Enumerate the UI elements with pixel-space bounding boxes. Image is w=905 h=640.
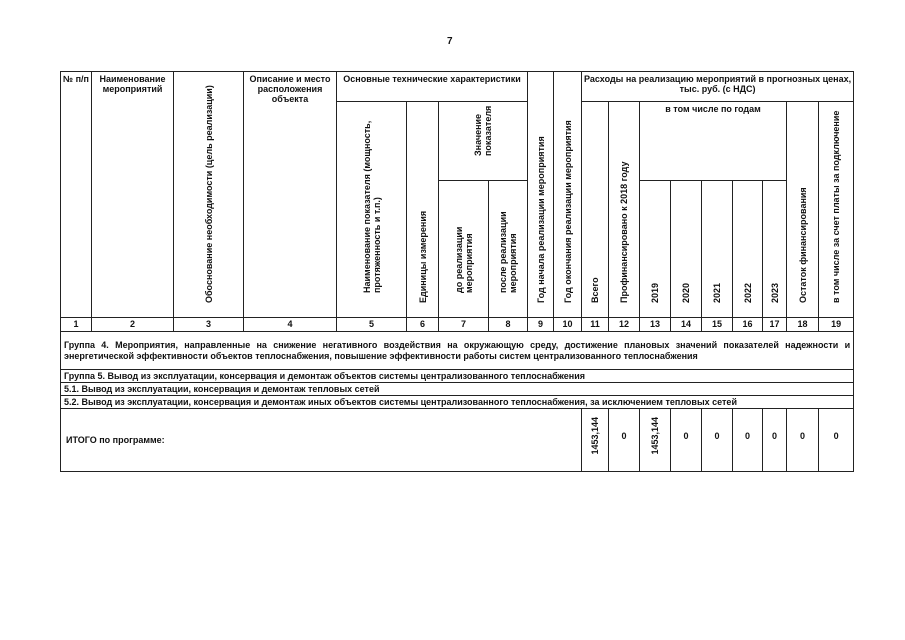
- header-justification-text: Обоснование необходимости (цель реализации): [203, 85, 214, 303]
- column-number: 5: [337, 318, 407, 332]
- group-4-row: [61, 332, 854, 370]
- subgroup-5-2-row: [61, 396, 854, 409]
- header-start-year: [528, 72, 554, 318]
- header-remaining-financing-text: Остаток финансирования: [797, 187, 808, 303]
- header-before-text: до реализации мероприятия: [453, 226, 474, 293]
- header-year-2021-text: 2021: [712, 282, 723, 303]
- header-indicator-value: [439, 102, 528, 181]
- total-all-value: 1453,144: [590, 417, 601, 455]
- column-number: 7: [439, 318, 489, 332]
- header-year-2023-text: 2023: [769, 282, 780, 303]
- column-number-row: [61, 318, 854, 332]
- total-row: [61, 409, 854, 472]
- total-label: ИТОГО по программе:: [61, 409, 582, 472]
- investment-program-table: [60, 71, 854, 472]
- page-number: 7: [447, 36, 453, 47]
- header-year-2022: [733, 181, 763, 318]
- header-year-2019: [640, 181, 671, 318]
- header-start-year-text: Год начала реализации мероприятия: [535, 136, 546, 303]
- group-5-row: [61, 370, 854, 383]
- column-number: 19: [819, 318, 854, 332]
- group-5-text: Группа 5. Вывод из эксплуатации, консервация и демонтаж объектов системы централизованного теплоснабжения: [61, 370, 854, 383]
- header-units-text: Единицы измерения: [417, 210, 428, 303]
- subgroup-5-1-text: 5.1. Вывод из эксплуатации, консервация и демонтаж тепловых сетей: [61, 383, 854, 396]
- header-number: № п/п: [61, 72, 92, 318]
- header-technical-characteristics: Основные технические характеристики: [337, 72, 528, 102]
- header-units: [407, 102, 439, 318]
- header-activity-name: Наименование мероприятий: [92, 72, 174, 318]
- header-year-2022-text: 2022: [742, 282, 753, 303]
- column-number: 17: [763, 318, 787, 332]
- header-end-year-text: Год окончания реализации мероприятия: [562, 120, 573, 303]
- column-number: 6: [407, 318, 439, 332]
- total-2022: 0: [733, 409, 763, 472]
- header-costs: Расходы на реализацию мероприятий в прогнозных ценах, тыс. руб. (с НДС): [582, 72, 854, 102]
- header-indicator-value-text: Значение показателя: [472, 105, 494, 156]
- header-object-description: Описание и место расположения объекта: [244, 72, 337, 318]
- total-2020: 0: [671, 409, 702, 472]
- header-year-2020: [671, 181, 702, 318]
- header-year-2020-text: 2020: [681, 282, 692, 303]
- total-remaining: 0: [787, 409, 819, 472]
- header-year-2019-text: 2019: [650, 282, 661, 303]
- total-all-cell: [582, 409, 609, 472]
- header-year-2023: [763, 181, 787, 318]
- header-financed-2018-text: Профинансировано к 2018 году: [619, 161, 630, 303]
- header-remaining-financing: [787, 102, 819, 318]
- column-number: 13: [640, 318, 671, 332]
- header-after: [489, 181, 528, 318]
- column-number: 14: [671, 318, 702, 332]
- total-connection-fee: 0: [819, 409, 854, 472]
- header-financed-2018: [609, 102, 640, 318]
- header-by-years: в том числе по годам: [640, 102, 787, 181]
- column-number: 15: [702, 318, 733, 332]
- total-2019-cell: [640, 409, 671, 472]
- total-2023: 0: [763, 409, 787, 472]
- group-4-text: Группа 4. Мероприятия, направленные на снижение негативного воздействия на окружающую среду, достижение плановых значений показателей надежности и энергетической эффективности объектов теплоснабжения, повышение эффективности работы систем централизованного теплоснабжения: [61, 332, 854, 370]
- column-number: 2: [92, 318, 174, 332]
- column-number: 16: [733, 318, 763, 332]
- subgroup-5-2-text: 5.2. Вывод из эксплуатации, консервация и демонтаж иных объектов системы централизованного теплоснабжения, за исключением тепловых сетей: [61, 396, 854, 409]
- column-number: 8: [489, 318, 528, 332]
- header-row-1: [61, 72, 854, 102]
- column-number: 12: [609, 318, 640, 332]
- column-number: 9: [528, 318, 554, 332]
- column-number: 18: [787, 318, 819, 332]
- column-number: 4: [244, 318, 337, 332]
- total-financed-2018: 0: [609, 409, 640, 472]
- header-indicator-name-text: Наименование показателя (мощность, протяженность и т.п.): [361, 120, 382, 293]
- header-total: [582, 102, 609, 318]
- header-total-text: Всего: [590, 277, 601, 303]
- header-justification: [174, 72, 244, 318]
- header-connection-fee-text: в том числе за счет платы за подключение: [831, 110, 842, 303]
- column-number: 3: [174, 318, 244, 332]
- header-before: [439, 181, 489, 318]
- header-year-2021: [702, 181, 733, 318]
- total-2019-value: 1453,144: [650, 417, 661, 455]
- subgroup-5-1-row: [61, 383, 854, 396]
- column-number: 1: [61, 318, 92, 332]
- header-end-year: [554, 72, 582, 318]
- header-after-text: после реализации мероприятия: [497, 211, 519, 293]
- total-2021: 0: [702, 409, 733, 472]
- header-indicator-name: [337, 102, 407, 318]
- column-number: 11: [582, 318, 609, 332]
- column-number: 10: [554, 318, 582, 332]
- header-connection-fee: [819, 102, 854, 318]
